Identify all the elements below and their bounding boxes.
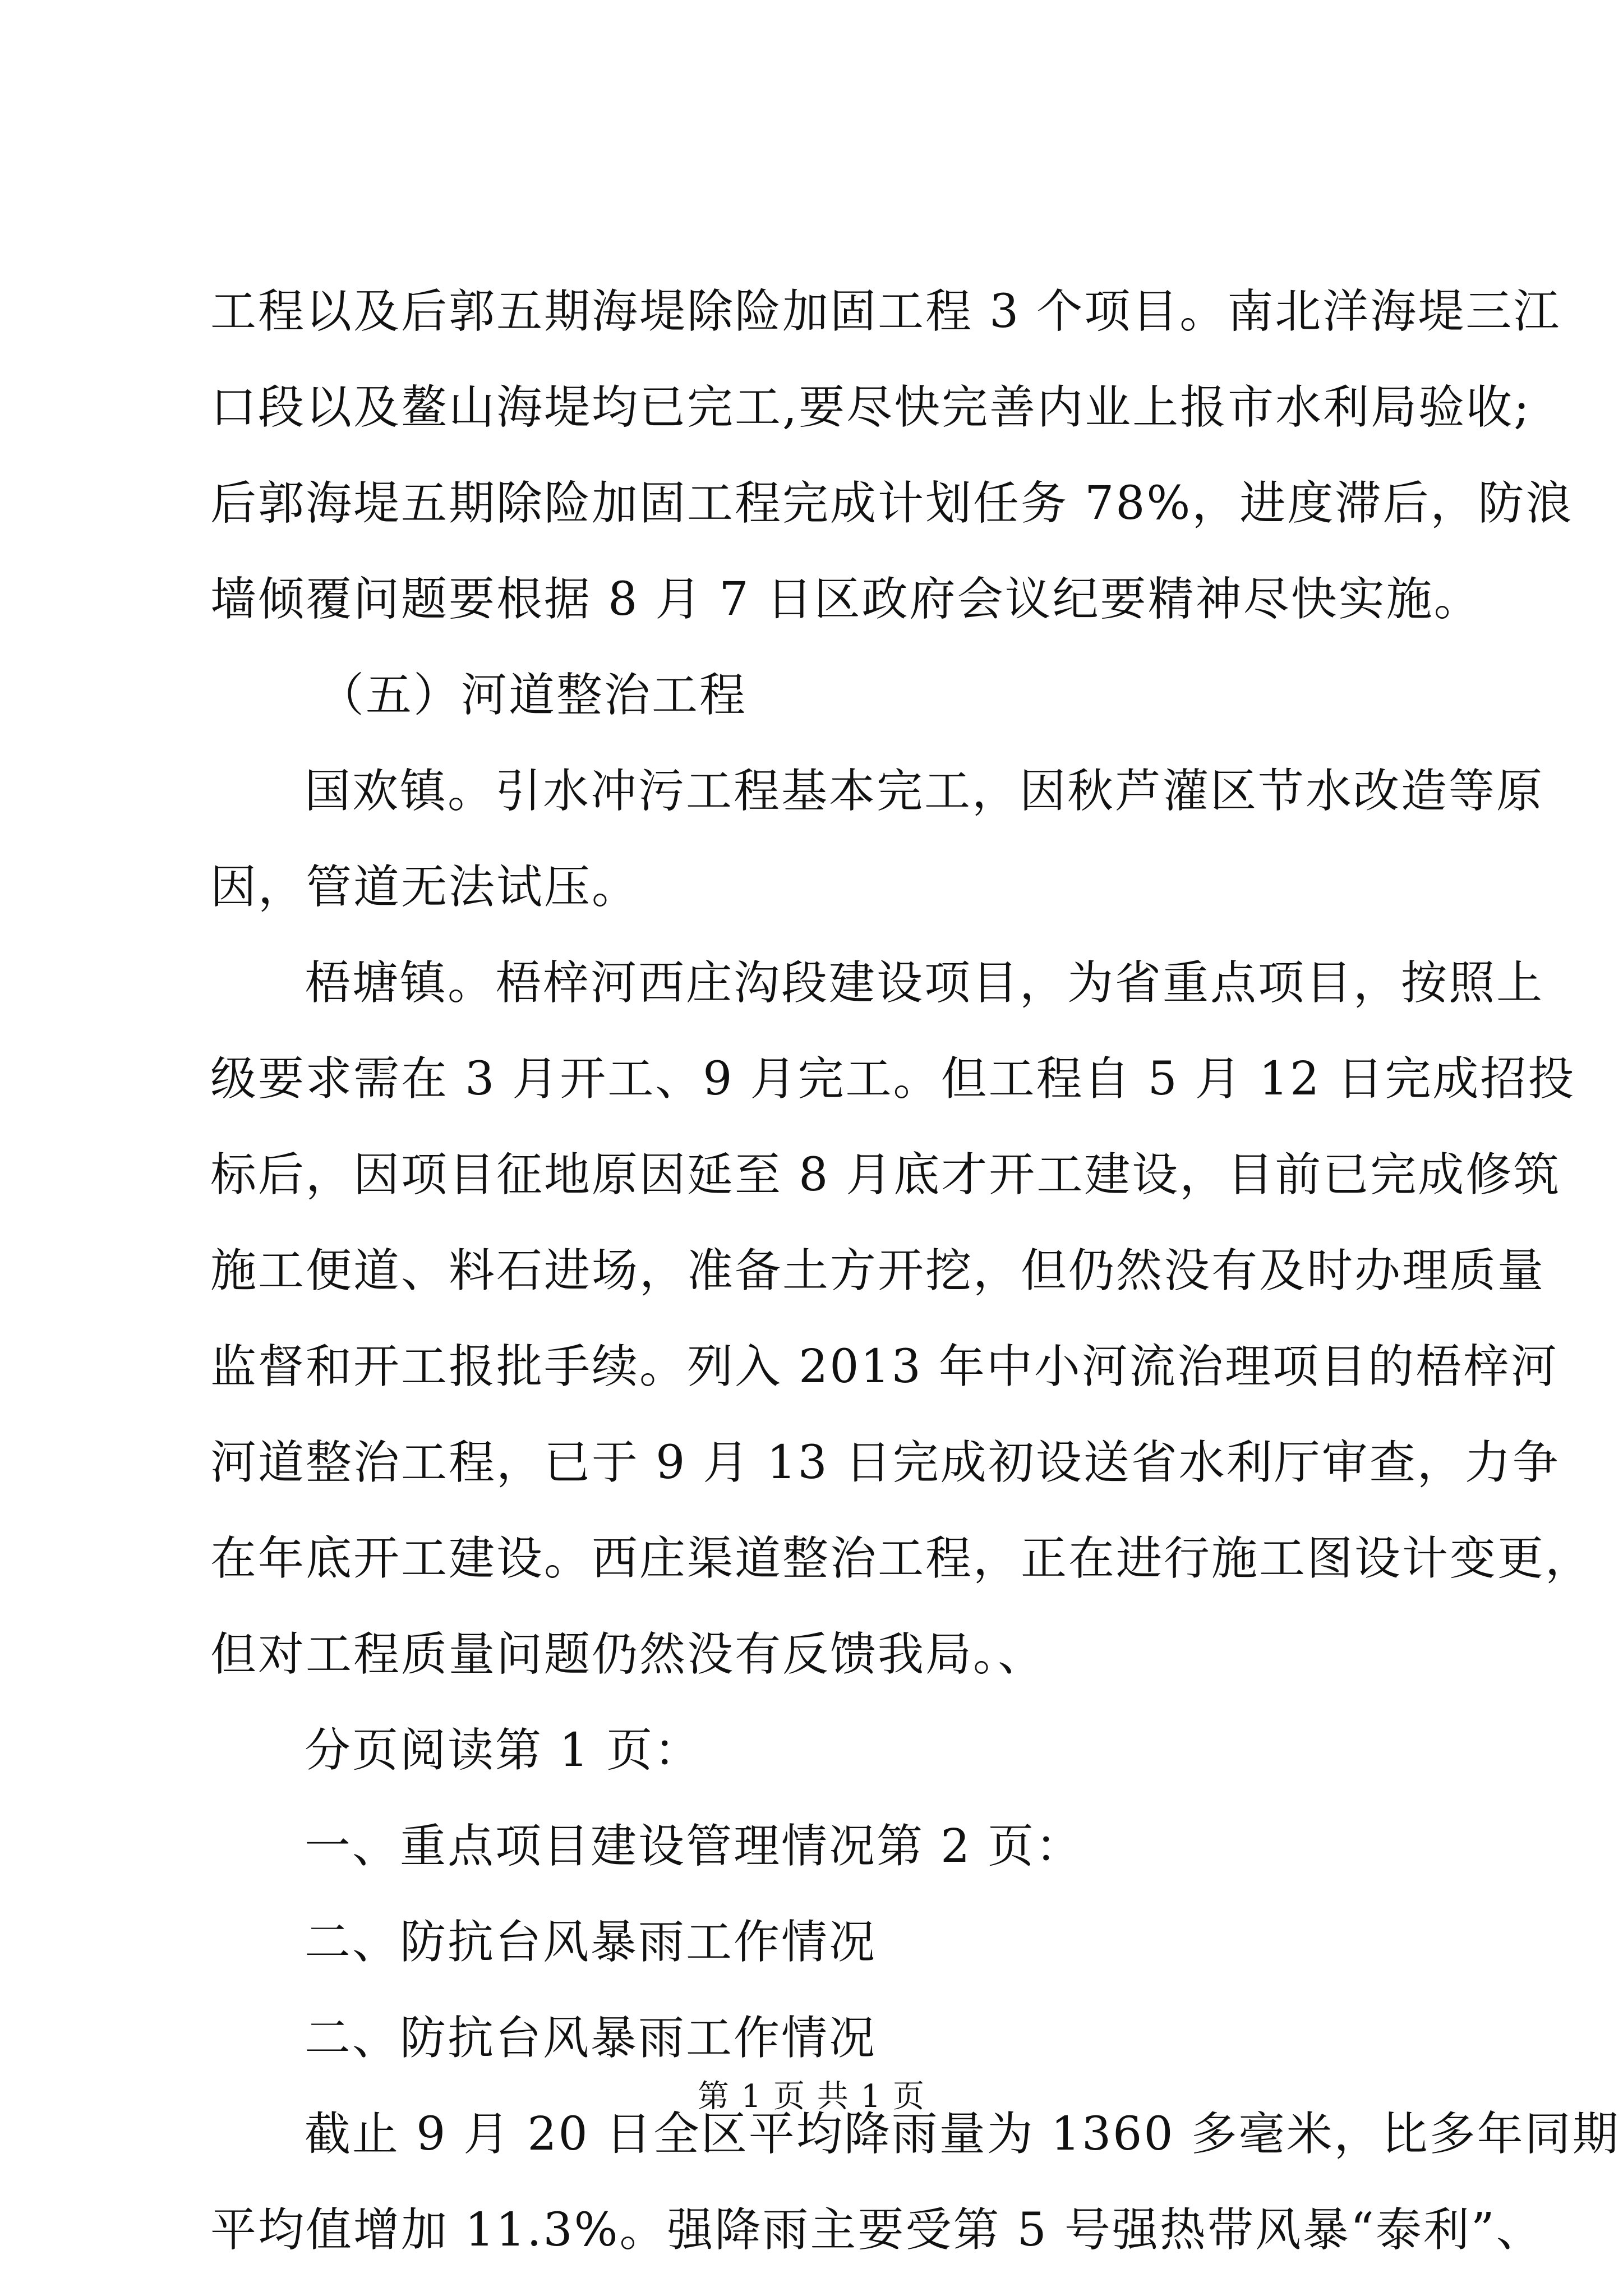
body-line-7: 因，管道无法试压。 — [210, 861, 640, 914]
paragraph-start-rainfall: 截止 9 月 20 日全区平均降雨量为 1360 多毫米，比多年同期 — [305, 2108, 1620, 2161]
body-line-13: 河道整治工程，已于 9 月 13 日完成初设送省水利厅审查，力争 — [210, 1436, 1560, 1489]
body-line-12: 监督和开工报批手续。列入 2013 年中小河流治理项目的梧梓河 — [210, 1340, 1559, 1393]
document-body — [210, 264, 1620, 2278]
body-line-1: 工程以及后郭五期海堤除险加固工程 3 个项目。南北洋海堤三江 — [210, 285, 1561, 338]
body-line-3: 后郭海堤五期除险加固工程完成计划任务 78%，进度滞后，防浪 — [210, 477, 1574, 530]
body-line-4: 墙倾覆问题要根据 8 月 7 日区政府会议纪要精神尽快实施。 — [210, 573, 1482, 626]
paragraph-start-guohuan: 国欢镇。引水冲污工程基本完工，因秋芦灌区节水改造等原 — [305, 765, 1544, 818]
body-line-15: 但对工程质量问题仍然没有反馈我局。、 — [210, 1628, 1046, 1681]
pagination-note: 分页阅读第 1 页： — [305, 1724, 702, 1777]
section-heading-typhoon: 二、防抗台风暴雨工作情况 — [305, 2012, 877, 2065]
body-line-21: 平均值增加 11.3%。强降雨主要受第 5 号强热带风暴“泰利”、 — [210, 2203, 1544, 2257]
toc-item-1: 一、重点项目建设管理情况第 2 页： — [305, 1820, 1083, 1873]
toc-item-2: 二、防抗台风暴雨工作情况 — [305, 1916, 877, 1969]
body-line-2: 口段以及鳌山海堤均已完工,要尽快完善内业上报市水利局验收; — [210, 381, 1531, 434]
body-line-14: 在年底开工建设。西庄渠道整治工程，正在进行施工图设计变更， — [210, 1532, 1593, 1585]
section-heading: （五）河道整治工程 — [318, 669, 748, 722]
paragraph-start-wutang: 梧塘镇。梧梓河西庄沟段建设项目，为省重点项目，按照上 — [305, 956, 1544, 1010]
body-line-10: 标后，因项目征地原因延至 8 月底才开工建设，目前已完成修筑 — [210, 1148, 1561, 1202]
body-line-9: 级要求需在 3 月开工、9 月完工。但工程自 5 月 12 日完成招投 — [210, 1052, 1576, 1106]
body-line-11: 施工便道、料石进场，准备土方开挖，但仍然没有及时办理质量 — [210, 1244, 1546, 1297]
page-footer: 第 1 页 共 1 页 — [697, 2078, 926, 2115]
